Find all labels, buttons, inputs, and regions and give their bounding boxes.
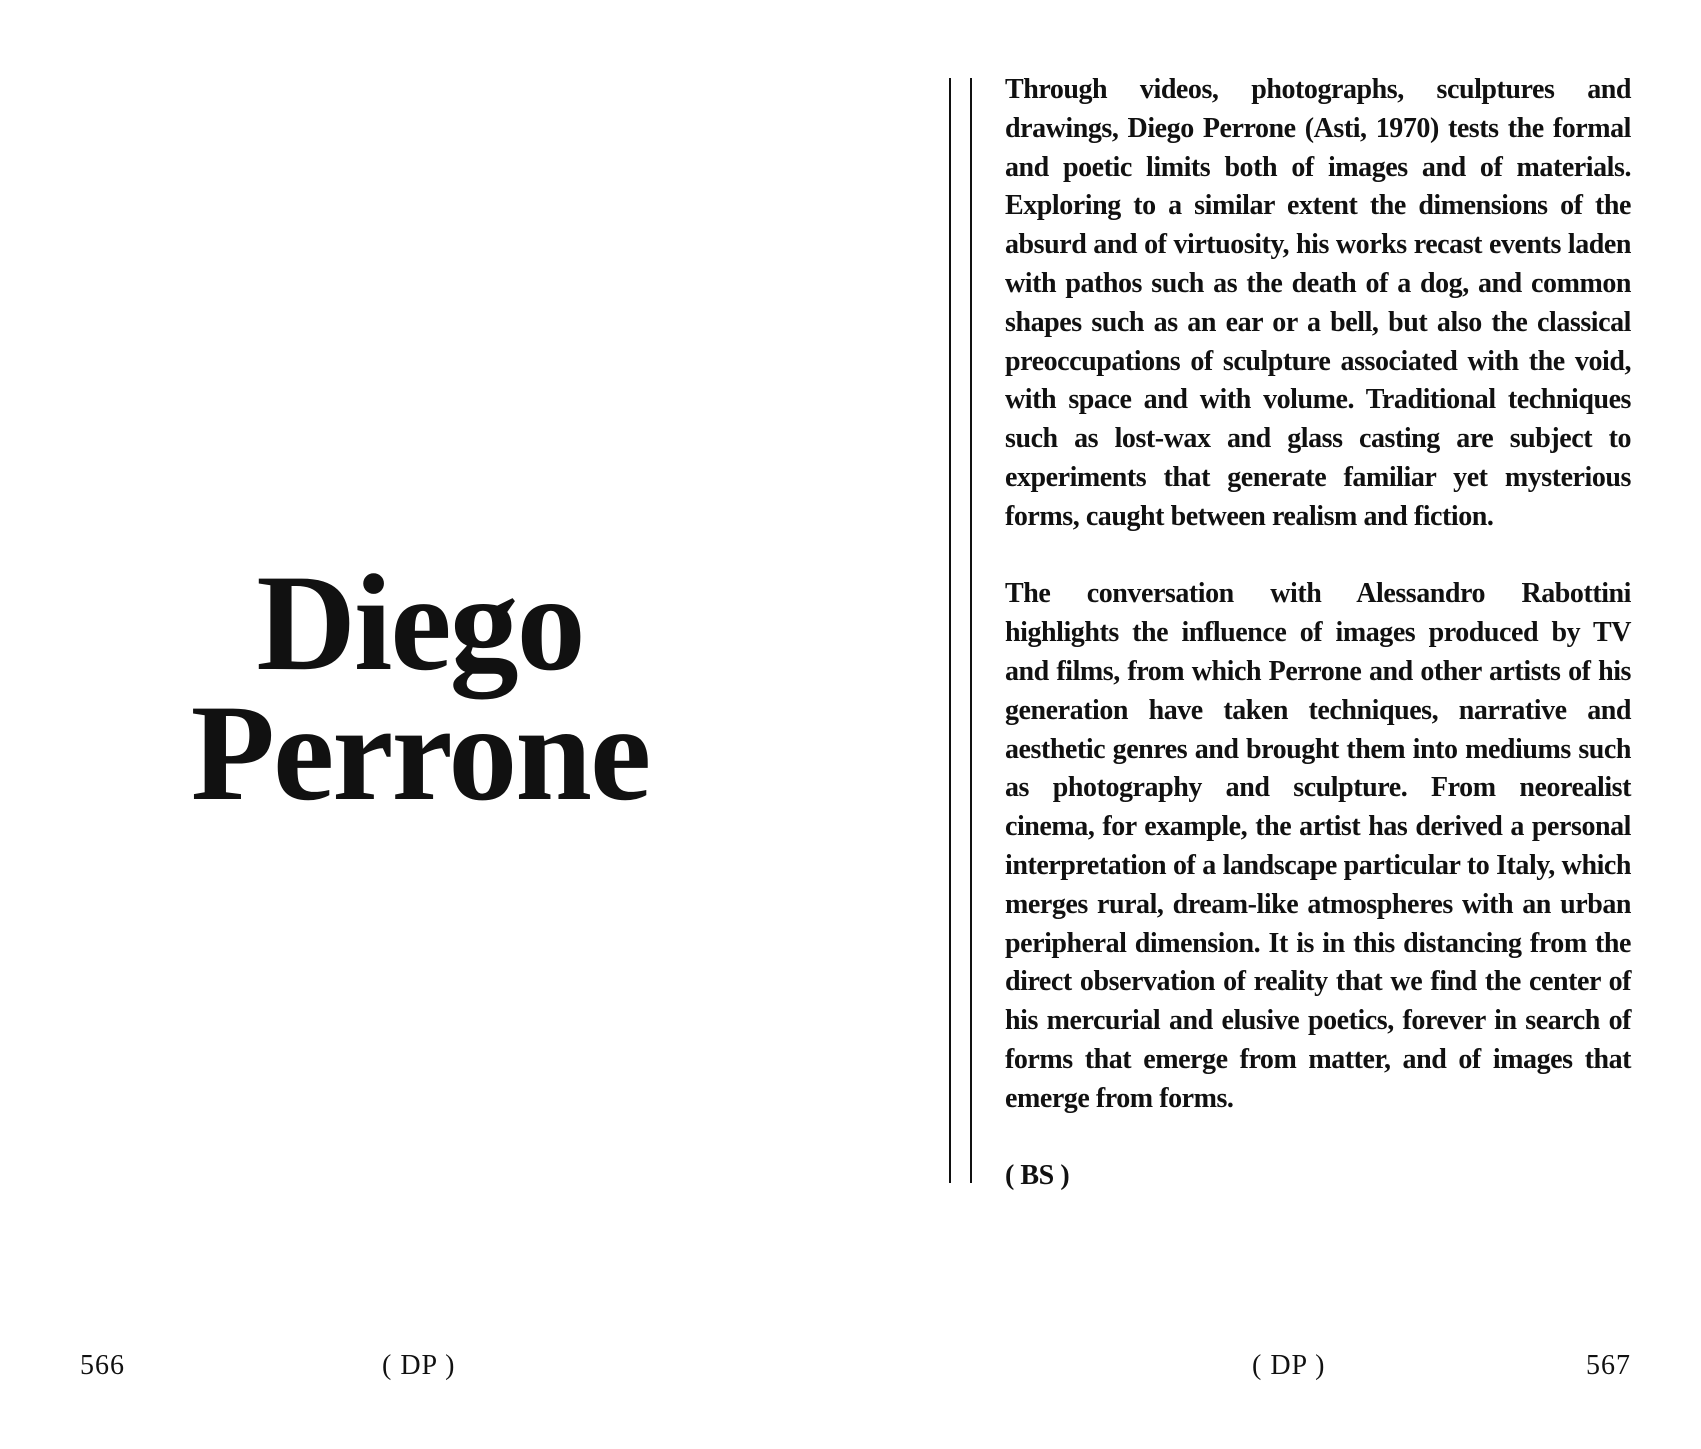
- vertical-rule-right: [970, 78, 972, 1183]
- title-line-last-name: Perrone: [190, 676, 650, 829]
- page-number-right: 567: [1586, 1350, 1631, 1381]
- intro-paragraph-1: Through videos, photographs, sculptures and drawings, Diego Perrone (Asti, 1970) tests the formal and poetic limits both of images and of materials. Exploring to a similar extent the dimensions of the absurd and of virtuosity, his works recast events laden with pathos such as the death of a dog, and common shapes such as an ear or a bell, but also the classical preoccupations of sculpture associated with the void, with space and with volume. Traditional techniques such as lost-wax and glass casting are subject to experiments that generate familiar yet mysterious forms, caught between realism and fiction.: [1005, 74, 1631, 532]
- page-title: [130, 546, 710, 829]
- running-head-right: ( DP ): [1252, 1350, 1326, 1381]
- running-head-left: ( DP ): [382, 1350, 456, 1381]
- artist-introduction: [1005, 71, 1631, 1196]
- page-number-left: 566: [80, 1350, 125, 1381]
- intro-paragraph-2: The conversation with Alessandro Rabottini highlights the influence of images produced by TV and films, from which Perrone and other artists of his generation have taken techniques, narrative and aesthetic genres and brought them into mediums such as photography and sculpture. From neorealist cinema, for example, the artist has derived a personal interpretation of a landscape particular to Italy, which merges rural, dream-like atmospheres with an urban peripheral dimension. It is in this distancing from the direct observation of reality that we find the center of his mercurial and elusive poetics, forever in search of forms that emerge from matter, and of images that emerge from forms.: [1005, 578, 1631, 1114]
- title-line-first-name: Diego: [256, 546, 584, 699]
- vertical-rule-left: [949, 78, 951, 1183]
- author-signature: ( BS ): [1005, 1160, 1070, 1192]
